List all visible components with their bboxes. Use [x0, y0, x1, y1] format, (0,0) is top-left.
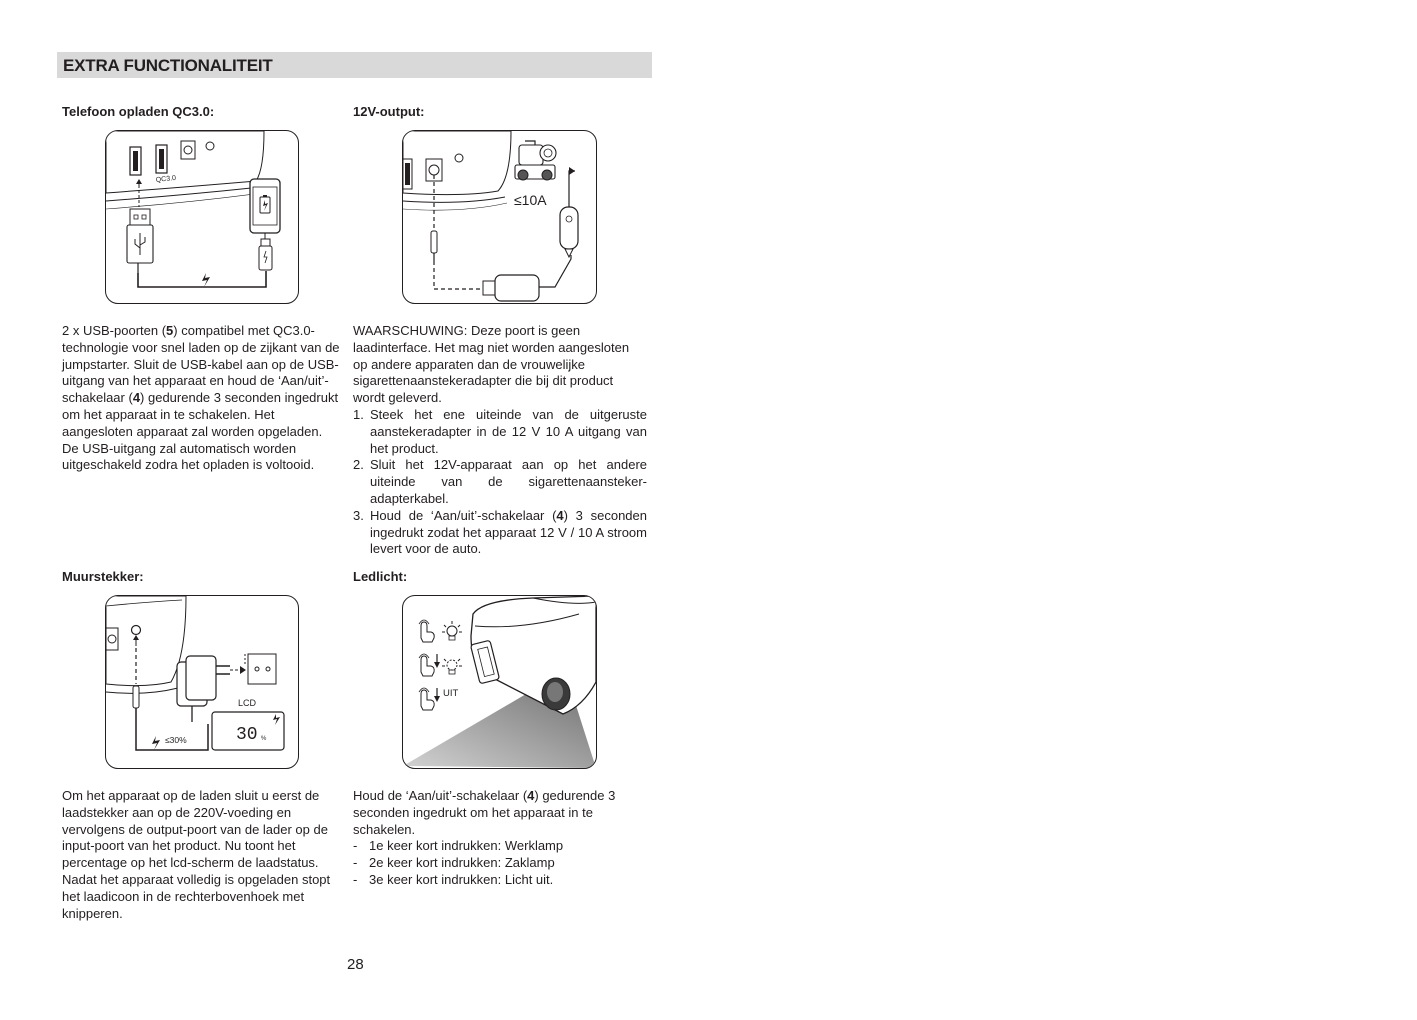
section-header-bar [57, 52, 652, 78]
led-light-text: Houd de ‘Aan/uit’-schakelaar (4) gedurende 3 seconden ingedrukt om het apparaat in te schakelen. - 1e keer kort indrukken: Werklamp - 2e keer kort indrukken: Zaklamp - 3e keer kort indrukken: Licht uit. [353, 788, 647, 889]
cigarette-socket-icon [495, 275, 539, 301]
qc-port-label: QC3.0 [155, 174, 177, 184]
wall-plug-text: Om het apparaat op de laden sluit u eerst de laadstekker aan op de 220V-voeding en vervolgens de output-poort van de lader op de input-poort van het product. Nu toont het percentage op het lcd-scherm de laadstatus. Nadat het apparaat volledig is opgeladen stopt het laadicoon in de rechterbovenhoek met knipperen. [62, 788, 331, 921]
lightning-icon [202, 273, 210, 287]
wall-plug-title: Muurstekker: [62, 569, 144, 584]
lamp-on-icon [442, 621, 462, 640]
press-mode-list [353, 838, 647, 888]
lamp-flash-icon [442, 659, 462, 674]
phone-charging-illustration [105, 130, 299, 304]
list-item: - 3e keer kort indrukken: Licht uit. [353, 871, 554, 887]
wall-plug-illustration [105, 595, 299, 769]
lcd-value: 30 [236, 725, 258, 745]
output-12v-text [353, 323, 647, 558]
page-title: EXTRA FUNCTIONALITEIT [63, 56, 273, 75]
list-item: 2. Sluit het 12V-apparaat aan op het andere uiteinde van de sigarettenaansteker-adapterkabel. [353, 457, 647, 506]
press-once-icon [419, 620, 434, 642]
output-12v-title: 12V-output: [353, 104, 425, 119]
car-plug-icon [560, 207, 578, 249]
list-item: - 2e keer kort indrukken: Zaklamp [353, 855, 555, 871]
charge-level-label: ≤30% [165, 735, 187, 745]
current-limit-label: ≤10A [514, 192, 547, 208]
lightning-icon [152, 736, 160, 750]
lcd-label: LCD [238, 698, 257, 708]
led-light-title: Ledlicht: [353, 569, 408, 584]
press-twice-icon [419, 654, 440, 676]
air-compressor-icon [515, 141, 556, 180]
instruction-list [353, 407, 647, 558]
phone-charging-text: 2 x USB-poorten (5) compatibel met QC3.0-technologie voor snel laden op de zijkant van de jumpstarter. Sluit de USB-kabel aan op de USB-uitgang van het apparaat en houd de ‘Aan/uit’-schakelaar (4) gedurende 3 seconden ingedrukt om het apparaat in te schakelen. Het aangesloten apparaat zal worden opgeladen. De USB-uitgang zal automatisch worden uitgeschakeld zodra het opladen is voltooid. [62, 323, 340, 473]
phone-charging-title: Telefoon opladen QC3.0: [62, 104, 215, 119]
press-thrice-icon [419, 688, 440, 710]
warning-text: WAARSCHUWING: Deze poort is geen laadinterface. Het mag niet worden aangesloten op andere apparaten dan de vrouwelijke sigarettenaanstekeradapter die bij dit product wordt geleverd. [353, 323, 630, 406]
led-light-illustration [402, 595, 597, 769]
list-item: - 1e keer kort indrukken: Werklamp [353, 838, 564, 854]
wall-socket-icon [248, 654, 276, 684]
output-12v-illustration [402, 130, 597, 304]
list-item: 1. Steek het ene uiteinde van de uitgeruste aanstekeradapter in de 12 V 10 A uitgang van het product. [353, 406, 647, 456]
list-item: 3. Houd de ‘Aan/uit’-schakelaar (4) 3 seconden ingedrukt zodat het apparaat 12 V / 10 A stroom levert voor de auto. [353, 507, 647, 557]
light-off-label: UIT [443, 688, 459, 699]
lcd-unit: % [261, 736, 267, 742]
page-number: 28 [347, 956, 364, 973]
